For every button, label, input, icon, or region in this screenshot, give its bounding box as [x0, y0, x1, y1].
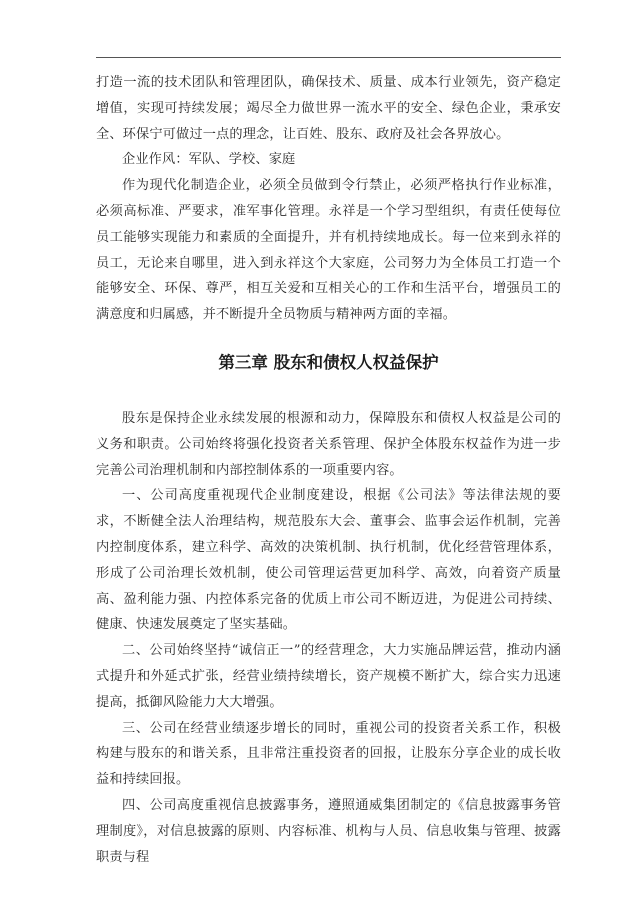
paragraph-shareholders-intro: 股东是保持企业永续发展的根源和动力，保障股东和债权人权益是公司的义务和职责。公司始终将强化投资者关系管理、保护全体股东权益作为进一步完善公司治理机制和内部控制体系的一项重要内容。	[96, 410, 561, 478]
page-content	[96, 70, 561, 870]
paragraph-work-style: 企业作风：军队、学校、家庭	[122, 152, 296, 168]
chapter-title: 第三章 股东和债权人权益保护	[218, 352, 439, 372]
paragraph-item-one: 一、公司高度重视现代企业制度建设，根据《公司法》等法律法规的要求，不断健全法人治理结构，规范股东大会、董事会、监事会运作机制，完善内控制度体系，建立科学、高效的决策机制、执行机制，优化经营管理体系，形成了公司治理长效机制，使公司管理运营更加科学、高效，向着资产质量高、盈利能力强、内控体系完备的优质上市公司不断迈进，为促进公司持续、健康、快速发展奠定了坚实基础。	[96, 488, 561, 633]
paragraph-goals: 打造一流的技术团队和管理团队，确保技术、质量、成本行业领先，资产稳定增值，实现可持续发展；竭尽全力做世界一流水平的安全、绿色企业，秉承安全、环保宁可做过一点的理念，让百姓、股东、政府及社会各界放心。	[96, 75, 561, 142]
paragraph-item-two: 二、公司始终坚持“诚信正一”的经营理念，大力实施品牌运营，推动内涵式提升和外延式扩张，经营业绩持续增长，资产规模不断扩大，综合实力迅速提高，抵御风险能力大大增强。	[96, 643, 561, 710]
header-rule	[96, 57, 561, 58]
paragraph-item-four: 四、公司高度重视信息披露事务，遵照通威集团制定的《信息披露事务管理制度》，对信息披露的原则、内容标准、机构与人员、信息收集与管理、披露职责与程	[96, 797, 561, 865]
paragraph-enterprise: 作为现代化制造企业，必须全员做到令行禁止，必须严格执行作业标准，必须高标准、严要求，准军事化管理。永祥是一个学习型组织，有责任使每位员工能够实现能力和素质的全面提升，并有机持续地成长。每一位来到永祥的员工，无论来自哪里，进入到永祥这个大家庭，公司努力为全体员工打造一个能够安全、环保、尊严，相互关爱和互相关心的工作和生活平台，增强员工的满意度和归属感，并不断提升全员物质与精神两方面的幸福。	[96, 178, 561, 323]
paragraph-item-three: 三、公司在经营业绩逐步增长的同时，重视公司的投资者关系工作，积极构建与股东的和谐关系，且非常注重投资者的回报，让股东分享企业的成长收益和持续回报。	[96, 720, 561, 788]
